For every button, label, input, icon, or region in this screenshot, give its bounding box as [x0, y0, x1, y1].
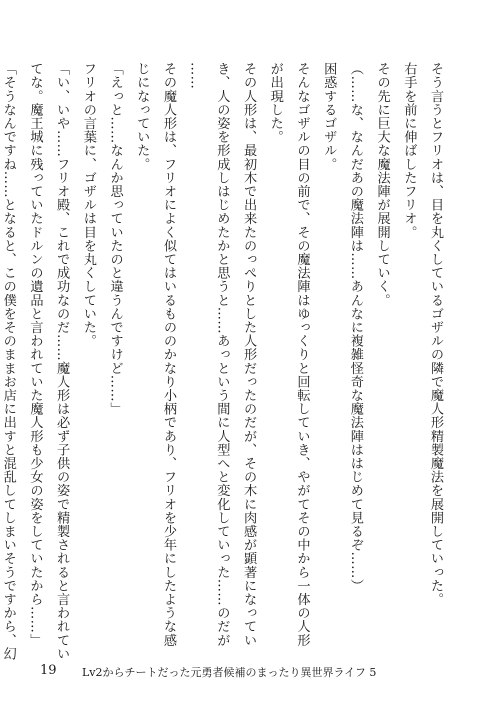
text-line: じになっていた。 — [134, 62, 150, 171]
page-number: 19 — [40, 663, 57, 678]
text-line: …… — [187, 62, 203, 90]
text-line: 「い、いや……フリオ殿、これで成功なのだ……魔人形は必ず子供の姿で精製されると言われてい — [54, 62, 70, 661]
text-line: てな。魔王城に残っていたドルンの遺品と言われていた魔人形も少女の姿をしていたから……」 — [27, 62, 43, 647]
body-text — [0, 62, 448, 661]
text-line: その人形は、最初木で出来たのっぺりとした人形だったのだが、その木に肉感が顕著になってい — [241, 62, 257, 647]
text-line: 「えっと……なんか思っていたのと違うんですけど……」 — [107, 62, 123, 416]
text-line: 「そうなんですね……となると、この僕をそのままお店に出すと混乱してしまいそうですから、幻 — [0, 62, 16, 661]
page-footer — [0, 663, 500, 683]
text-line: その魔人形は、フリオによく似てはいるもののかなり小柄であり、フリオを少年にしたような感 — [160, 62, 176, 647]
text-line: その先に巨大な魔法陣が展開していく。 — [374, 62, 390, 307]
text-line: そう言うとフリオは、目を丸くしているゴザルの隣で魔人形精製魔法を展開していった。 — [428, 62, 443, 606]
text-line: （……な、なんだあの魔法陣は……あんなに複雑怪奇な魔法陣ははじめて見るぞ……） — [347, 62, 363, 593]
text-line: き、人の姿を形成しはじめたかと思うと……あっという間に人型へと変化していった……のだが — [214, 62, 230, 647]
text-line: が出現した。 — [267, 62, 283, 144]
text-line: 困惑するゴザル。 — [321, 62, 337, 171]
text-line: フリオの言葉に、ゴザルは目を丸くしていた。 — [80, 62, 96, 348]
text-line: 右手を前に伸ばしたフリオ。 — [401, 62, 417, 239]
running-title: Lv2からチートだった元勇者候補のまったり異世界ライフ 5 — [82, 666, 377, 679]
text-line: そんなゴザルの目の前で、その魔法陣はゆっくりと回転していき、やがてその中から一体の人形 — [294, 62, 310, 647]
